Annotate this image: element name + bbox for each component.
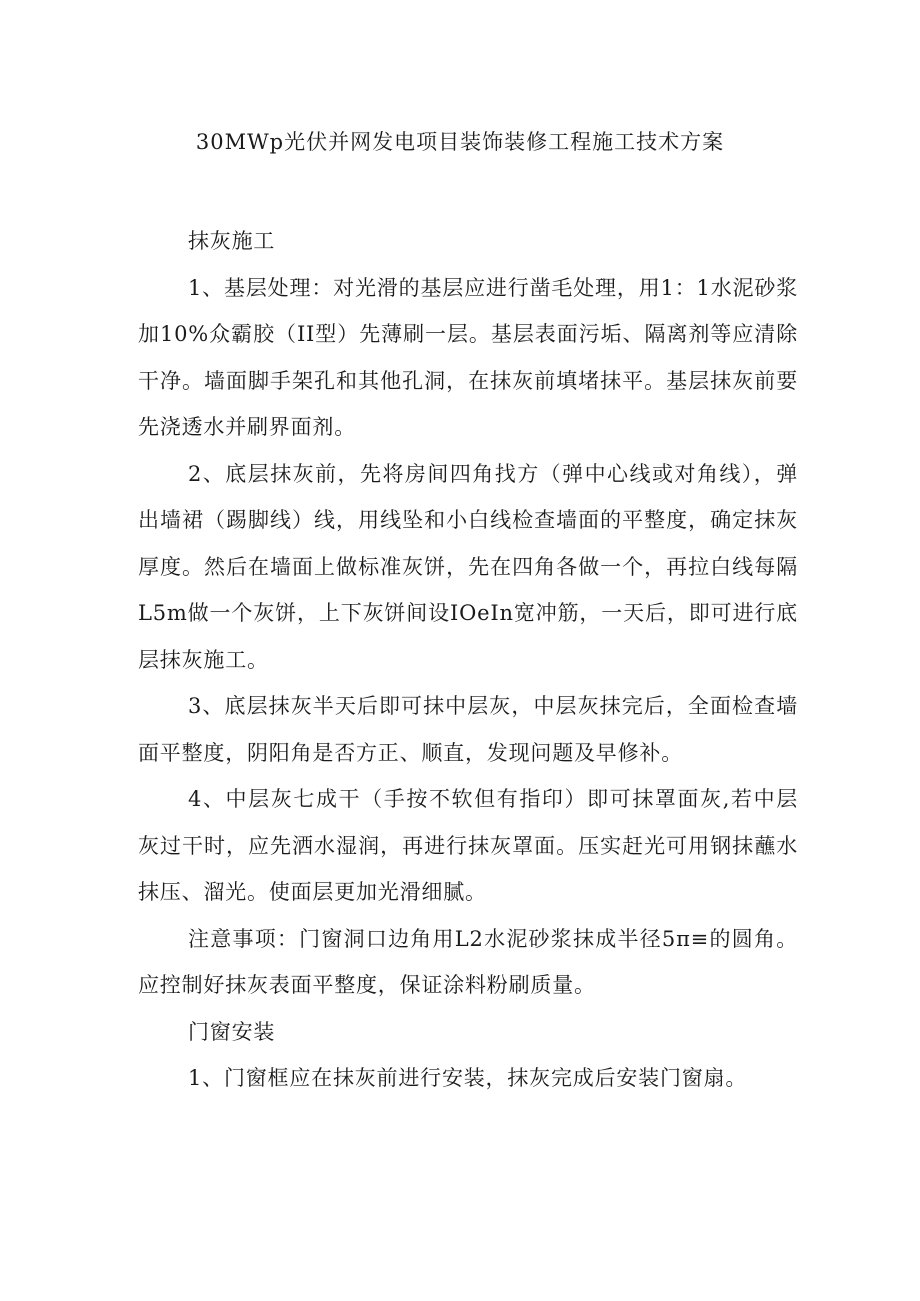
paragraph-bottom-coat: 2、底层抹灰前，先将房间四角找方（弹中心线或对角线），弹出墙裙（踢脚线）线，用线坠和小白线检查墙面的平整度，确定抹灰厚度。然后在墙面上做标准灰饼，先在四角各做一个，再拉白线每隔L5m做一个灰饼，上下灰饼间设IOeIn宽冲筋，一天后，即可进行底层抹灰施工。 bbox=[138, 461, 798, 672]
section-heading-doors-windows: 门窗安装 bbox=[188, 1019, 276, 1044]
paragraph-base-treatment: 1、基层处理：对光滑的基层应进行凿毛处理，用1：1水泥砂浆加10%众霸胶（II型）先薄刷一层。基层表面污垢、隔离剂等应清除干净。墙面脚手架孔和其他孔洞，在抹灰前填堵抹平。基层抹灰前要先浇透水并刷界面剂。 bbox=[138, 275, 798, 439]
paragraph-middle-coat: 3、底层抹灰半天后即可抹中层灰，中层灰抹完后，全面检查墙面平整度，阴阳角是否方正、顺直，发现问题及早修补。 bbox=[138, 694, 798, 765]
section-heading-plastering: 抹灰施工 bbox=[188, 229, 276, 253]
document-title: 30MWp光伏并网发电项目装饰装修工程施工技术方案 bbox=[195, 130, 725, 154]
document-body bbox=[138, 218, 798, 1102]
paragraph-notes: 注意事项：门窗洞口边角用L2水泥砂浆抹成半径5π≡的圆角。应控制好抹灰表面平整度，保证涂料粉刷质量。 bbox=[138, 926, 798, 997]
paragraph-finish-coat: 4、中层灰七成干（手按不软但有指印）即可抹罩面灰,若中层灰过干时，应先洒水湿润，再进行抹灰罩面。压实赶光可用钢抹蘸水抹压、溜光。使面层更加光滑细腻。 bbox=[138, 787, 798, 904]
paragraph-frame-install: 1、门窗框应在抹灰前进行安装，抹灰完成后安装门窗扇。 bbox=[188, 1066, 748, 1090]
